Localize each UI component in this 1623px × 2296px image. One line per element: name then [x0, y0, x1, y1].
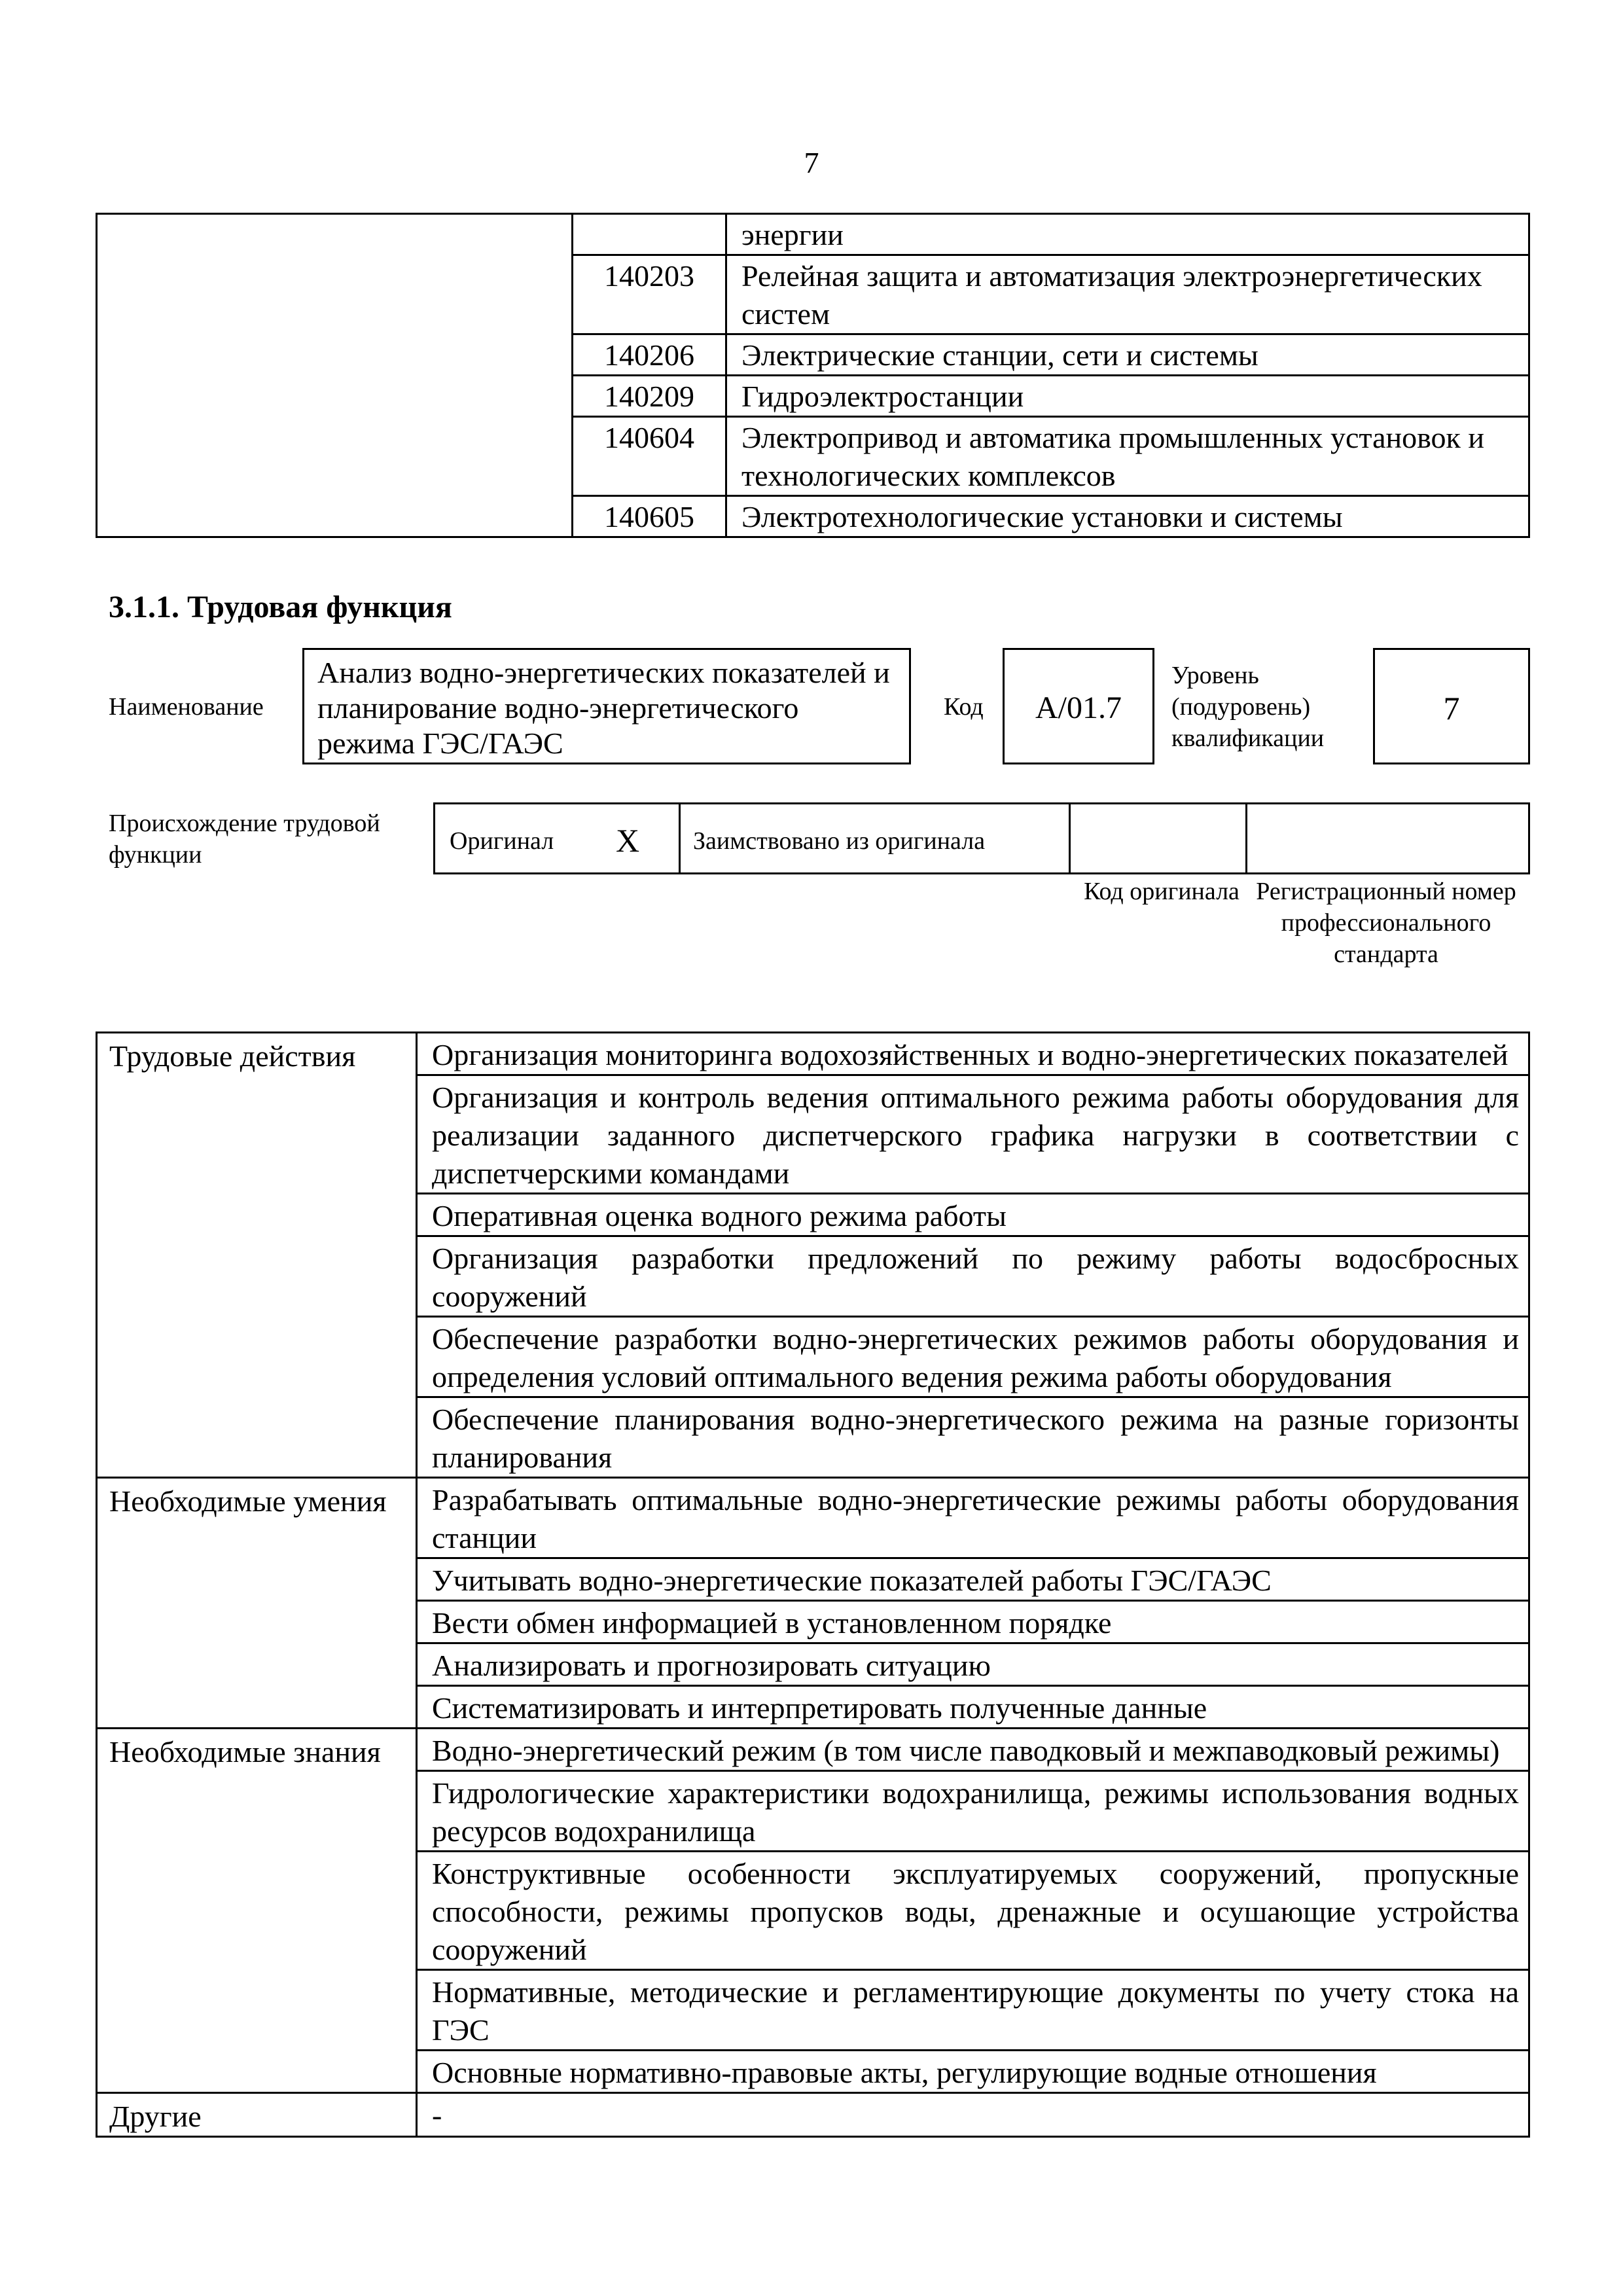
original-mark: X [616, 822, 640, 859]
specialty-name: Электропривод и автоматика промышленных установок и технологических комплексов [726, 417, 1529, 496]
specialty-code [573, 214, 726, 255]
specialty-code: 140206 [573, 334, 726, 376]
empty-cell [97, 214, 573, 537]
specialty-name: Гидроэлектростанции [726, 376, 1529, 417]
knowledge-item: Водно-энергетический режим (в том числе паводковый и межпаводковый режимы) [417, 1729, 1529, 1771]
labor-action: Организация и контроль ведения оптимального режима работы оборудования для реализации заданного диспетчерского графика нагрузки в соответствии с диспетчерскими командами [417, 1075, 1529, 1194]
specialty-name: Электрические станции, сети и системы [726, 334, 1529, 376]
table-row [97, 1729, 1529, 1771]
labor-action: Обеспечение планирования водно-энергетического режима на разные горизонты планирования [417, 1397, 1529, 1478]
skill-item: Вести обмен информацией в установленном порядке [417, 1601, 1529, 1643]
original-code-caption: Код оригинала [1084, 878, 1240, 905]
code-label: Код [944, 693, 984, 721]
specialties-table [96, 213, 1530, 538]
table-row [97, 2093, 1529, 2137]
divider [679, 802, 681, 874]
knowledge-item: Конструктивные особенности эксплуатируемых сооружений, пропускные способности, режимы пропусков воды, дренажные и осушающие устройства сооружений [417, 1852, 1529, 1970]
name-label: Наименование [109, 693, 264, 721]
origin-label: Происхождение трудовой функции [109, 810, 380, 869]
function-name-box: Анализ водно-энергетических показателей и планирование водно-энергетического режима ГЭС/ГАЭС [302, 648, 911, 764]
specialty-code: 140209 [573, 376, 726, 417]
section-heading: 3.1.1. Трудовая функция [109, 590, 452, 624]
specialty-code: 140604 [573, 417, 726, 496]
knowledge-item: Основные нормативно-правовые акты, регулирующие водные отношения [417, 2051, 1529, 2093]
origin-box [433, 802, 1530, 874]
table-row [97, 214, 1529, 255]
skill-item: Разрабатывать оптимальные водно-энергетические режимы работы оборудования станции [417, 1478, 1529, 1558]
labor-action: Организация разработки предложений по режиму работы водосбросных сооружений [417, 1236, 1529, 1317]
function-code-box: А/01.7 [1003, 648, 1154, 764]
specialty-code: 140203 [573, 255, 726, 334]
knowledge-item: Гидрологические характеристики водохранилища, режимы использования водных ресурсов водохранилища [417, 1771, 1529, 1852]
labor-action: Обеспечение разработки водно-энергетических режимов работы оборудования и определения условий оптимального ведения режима работы оборудования [417, 1317, 1529, 1397]
skill-item: Систематизировать и интерпретировать полученные данные [417, 1686, 1529, 1729]
labor-action: Организация мониторинга водохозяйственных и водно-энергетических показателей [417, 1033, 1529, 1075]
divider [1245, 802, 1247, 874]
registration-number-caption: Регистрационный номер профессионального стандарта [1256, 878, 1516, 968]
borrowed-label: Заимствовано из оригинала [693, 827, 986, 855]
specialty-name: Релейная защита и автоматизация электроэнергетических систем [726, 255, 1529, 334]
specialty-name: Электротехнологические установки и системы [726, 496, 1529, 537]
specialty-name: энергии [726, 214, 1529, 255]
other-label: Другие [97, 2093, 417, 2137]
knowledge-item: Нормативные, методические и регламентирующие документы по учету стока на ГЭС [417, 1970, 1529, 2051]
table-row [97, 1478, 1529, 1558]
page-number: 7 [804, 146, 819, 179]
labor-action: Оперативная оценка водного режима работы [417, 1194, 1529, 1236]
other-value: - [417, 2093, 1529, 2137]
qualification-level-box: 7 [1373, 648, 1530, 764]
original-label: Оригинал [450, 827, 554, 855]
knowledge-label: Необходимые знания [97, 1729, 417, 2093]
divider [1069, 802, 1071, 874]
skills-label: Необходимые умения [97, 1478, 417, 1729]
skill-item: Анализировать и прогнозировать ситуацию [417, 1643, 1529, 1686]
specialty-code: 140605 [573, 496, 726, 537]
competence-table [96, 1031, 1530, 2138]
skill-item: Учитывать водно-энергетические показателей работы ГЭС/ГАЭС [417, 1558, 1529, 1601]
labor-actions-label: Трудовые действия [97, 1033, 417, 1478]
level-label: Уровень (подуровень) квалификации [1171, 662, 1325, 752]
table-row [97, 1033, 1529, 1075]
